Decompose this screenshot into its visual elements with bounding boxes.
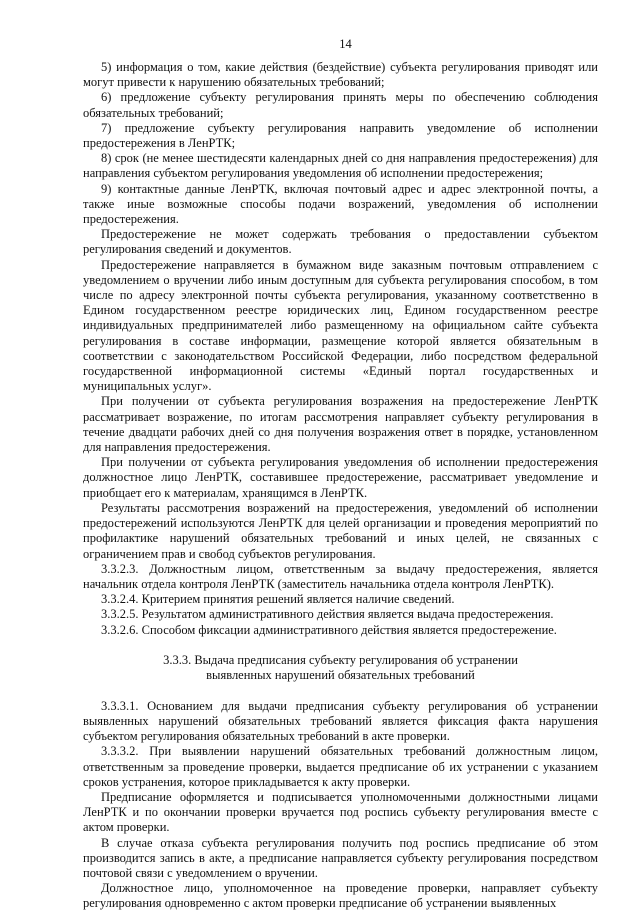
paragraph-3-3-2-3: 3.3.2.3. Должностным лицом, ответственным за выдачу предостережения, является начальник отдела контроля ЛенРТК (заместитель начальника отдела контроля ЛенРТК). — [83, 561, 598, 591]
paragraph-refusal-case: В случае отказа субъекта регулирования получить под роспись предписание об этом производится запись в акте, а предписание направляется субъекту регулирования посредством почтовой связи с уведомлением о вручении. — [83, 835, 598, 880]
paragraph-results-usage: Результаты рассмотрения возражений на предостережения, уведомлений об исполнении предостережений используются ЛенРТК для целей организации и проведения мероприятий по профилактике нарушений обязательных требований и иных целей, не связанных с ограничением прав и свобод субъектов регулирования. — [83, 500, 598, 561]
section-heading-3-3-3 — [83, 653, 598, 684]
page-number: 14 — [339, 37, 352, 51]
paragraph-item-6: 6) предложение субъекту регулирования принять меры по обеспечению соблюдения обязательных требований; — [83, 90, 598, 120]
paragraph-item-9: 9) контактные данные ЛенРТК, включая почтовый адрес и адрес электронной почты, а также иные возможные способы подачи возражений, уведомления об исполнении предостережения. — [83, 181, 598, 227]
paragraph-3-3-2-4: 3.3.2.4. Критерием принятия решений является наличие сведений. — [101, 592, 455, 607]
paragraph-notification-review: При получении от субъекта регулирования уведомления об исполнении предостережения должностное лицо ЛенРТК, составившее предостережение, рассматривает уведомление и приобщает его к материалам, хранящимся в ЛенРТК. — [83, 455, 598, 500]
section-heading-line-2: выявленных нарушений обязательных требований — [206, 668, 475, 683]
body-after-heading — [83, 699, 598, 912]
paragraph-item-7: 7) предложение субъекту регулирования направить уведомление об исполнении предостережения в ЛенРТК; — [83, 120, 598, 151]
paragraph-official-sends-order: Должностное лицо, уполномоченное на проведение проверки, направляет субъекту регулирования одновременно с актом проверки предписание об устранении выявленных — [83, 881, 598, 911]
spacer-after-heading — [83, 684, 598, 699]
paragraph-3-3-3-2: 3.3.3.2. При выявлении нарушений обязательных требований должностным лицом, ответственным за проведение проверки, выдается предписание об их устранении с указанием сроков устранения, которое прикладывается к акту проверки. — [83, 744, 598, 789]
spacer-before-heading — [83, 638, 598, 653]
paragraph-item-5: 5) информация о том, какие действия (бездействие) субъекта регулирования приводят или могут привести к нарушению обязательных требований; — [83, 60, 598, 90]
paragraph-3-3-3-1: 3.3.3.1. Основанием для выдачи предписания субъекту регулирования об устранении выявленных нарушений обязательных требований является фиксация факта нарушения субъектом регулирования обязательных требований в акте проверки. — [83, 698, 598, 744]
paragraph-warning-delivery: Предостережение направляется в бумажном виде заказным почтовым отправлением с уведомлением о вручении либо иным доступным для субъекта регулирования способом, в том числе по адресу электронной почты субъекта регулирования, указанному соответственно в Едином государственном реестре юридических лиц, Едином государственном реестре индивидуальных предпринимателей либо размещенному на официальном сайте субъекта регулирования в составе информации, размещение которой является обязательным в соответствии с законодательством Российской Федерации, либо посредством федеральной государственной информационной системы «Единый портал государственных и муниципальных услуг». — [83, 257, 598, 394]
paragraph-3-3-2-6: 3.3.2.6. Способом фиксации административного действия является предостережение. — [101, 622, 557, 637]
paragraph-warning-restriction: Предостережение не может содержать требования о предоставлении субъектом регулирования сведений и документов. — [83, 227, 598, 257]
paragraph-3-3-2-5: 3.3.2.5. Результатом административного действия является выдача предостережения. — [101, 607, 554, 622]
paragraph-objection-review: При получении от субъекта регулирования возражения на предостережение ЛенРТК рассматривает возражение, по итогам рассмотрения направляет субъекту регулирования в течение двадцати рабочих дней со дня получения возражения ответ в порядке, установленном для направления предостережения. — [83, 394, 598, 455]
body-before-heading — [83, 60, 598, 638]
paragraph-order-signing: Предписание оформляется и подписывается уполномоченными должностными лицами ЛенРТК и по окончании проверки вручается под роспись субъекту регулирования вместе с актом проверки. — [83, 789, 598, 835]
section-heading-line-1: 3.3.3. Выдача предписания субъекту регулирования об устранении — [163, 652, 518, 667]
paragraph-item-8: 8) срок (не менее шестидесяти календарных дней со дня направления предостережения) для направления субъектом регулирования уведомления об исполнении предостережения; — [83, 151, 598, 181]
